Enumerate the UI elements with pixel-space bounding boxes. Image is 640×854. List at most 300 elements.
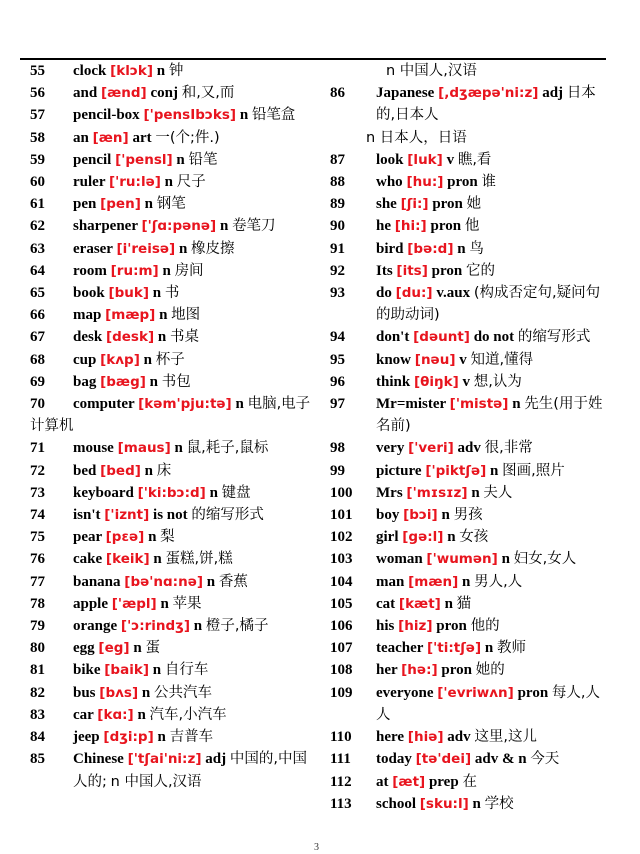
entry-word: orange bbox=[73, 618, 118, 635]
entry-part-of-speech: n bbox=[472, 795, 481, 812]
page-number: 3 bbox=[314, 842, 319, 853]
entry-part-of-speech: adj bbox=[542, 85, 564, 102]
entry-number: 59 bbox=[30, 151, 45, 168]
entry-part-of-speech: n bbox=[152, 662, 162, 679]
vocab-entry bbox=[30, 393, 320, 437]
entry-body bbox=[330, 482, 606, 504]
entry-part-of-speech: n bbox=[160, 595, 169, 612]
entry-part-of-speech: n bbox=[444, 595, 453, 612]
entry-part-of-speech: n bbox=[137, 706, 146, 723]
entry-phonetic: [ʃi:] bbox=[400, 196, 429, 213]
entry-part-of-speech: n bbox=[164, 174, 173, 191]
entry-number: 63 bbox=[30, 240, 45, 257]
entry-body bbox=[30, 193, 320, 215]
entry-number: 76 bbox=[30, 551, 45, 568]
entry-meaning: 中国的,中国人的; bbox=[73, 751, 307, 790]
entry-phonetic: [hə:] bbox=[401, 662, 438, 679]
vocab-entry bbox=[30, 704, 320, 726]
entry-part-of-speech: pron bbox=[431, 262, 463, 279]
entry-part-of-speech: n bbox=[441, 507, 450, 524]
entry-phonetic: ['pensl] bbox=[115, 151, 173, 168]
vocab-entry bbox=[30, 571, 320, 593]
entry-meaning: 一(个;件.) bbox=[155, 129, 220, 146]
entry-body bbox=[330, 637, 606, 659]
entry-number: 105 bbox=[330, 595, 353, 612]
vocab-entry bbox=[330, 437, 606, 459]
entry-word: teacher bbox=[376, 640, 424, 657]
entry-extra-meaning bbox=[330, 127, 606, 149]
vocab-entry bbox=[330, 748, 606, 770]
entry-number: 88 bbox=[330, 174, 345, 191]
entry-meaning: 男孩 bbox=[453, 507, 483, 524]
entry-meaning: 图画,照片 bbox=[502, 462, 565, 479]
entry-word: an bbox=[73, 129, 89, 146]
entry-meaning: 香蕉 bbox=[218, 573, 248, 590]
entry-part-of-speech: n bbox=[457, 240, 466, 257]
entry-meaning: 电脑,电子计算机 bbox=[30, 396, 311, 435]
entry-meaning: 想,认为 bbox=[473, 373, 522, 390]
entry-meaning: 鸟 bbox=[469, 240, 484, 257]
entry-meaning: 键盘 bbox=[221, 484, 251, 501]
entry-meaning: 他的 bbox=[470, 618, 500, 635]
entry-body bbox=[30, 282, 320, 304]
entry-word: pear bbox=[73, 529, 102, 546]
entry-body bbox=[30, 60, 320, 82]
vocab-entry bbox=[30, 615, 320, 637]
entry-meaning: 苹果 bbox=[172, 595, 202, 612]
vocab-entry bbox=[30, 726, 320, 748]
entry-part-of-speech: n bbox=[162, 262, 171, 279]
entry-phonetic: ['ʃɑ:pənə] bbox=[141, 218, 217, 235]
entry-part-of-speech: n bbox=[141, 684, 151, 701]
entry-part-of-speech: adv bbox=[447, 729, 471, 746]
vocab-entry bbox=[30, 637, 320, 659]
entry-body bbox=[30, 682, 320, 704]
entry-meaning: 知道,懂得 bbox=[470, 351, 534, 368]
entry-meaning: 夫人 bbox=[483, 484, 513, 501]
entry-body bbox=[330, 682, 606, 726]
entry-word: here bbox=[376, 729, 405, 746]
vocab-entry bbox=[30, 526, 320, 548]
entry-body bbox=[330, 215, 606, 237]
entry-word: she bbox=[376, 196, 397, 213]
entry-number: 69 bbox=[30, 373, 45, 390]
entry-word: bus bbox=[73, 684, 96, 701]
entry-body bbox=[30, 526, 320, 548]
entry-number: 108 bbox=[330, 662, 353, 679]
entry-meaning: 吉普车 bbox=[169, 729, 214, 746]
entry-phonetic: [bed] bbox=[100, 462, 141, 479]
entry-part-of-speech: n bbox=[239, 107, 249, 124]
entry-extra-inline: n 中国人,汉语 bbox=[110, 773, 202, 790]
entry-word: bird bbox=[376, 240, 404, 257]
entry-number: 80 bbox=[30, 640, 45, 657]
entry-meaning: 梨 bbox=[160, 529, 175, 546]
entry-number: 67 bbox=[30, 329, 45, 346]
entry-meaning: 她 bbox=[466, 196, 482, 213]
vocab-entry bbox=[30, 193, 320, 215]
entry-word: mouse bbox=[73, 440, 114, 457]
entry-meaning: 的缩写形式 bbox=[191, 507, 264, 524]
entry-number: 97 bbox=[330, 396, 345, 413]
entry-word: Japanese bbox=[376, 85, 435, 102]
entry-body bbox=[330, 282, 606, 326]
entry-body bbox=[330, 504, 606, 526]
entry-body bbox=[30, 659, 320, 681]
entry-word: computer bbox=[73, 396, 135, 413]
vocab-entry bbox=[330, 726, 606, 748]
entry-word: sharpener bbox=[73, 218, 138, 235]
vocab-entry bbox=[30, 282, 320, 304]
entry-meaning: 卷笔刀 bbox=[232, 218, 276, 235]
entry-number: 56 bbox=[30, 85, 45, 102]
entry-phonetic: [æt] bbox=[392, 773, 426, 790]
entry-part-of-speech: n bbox=[144, 196, 153, 213]
entry-word: bike bbox=[73, 662, 101, 679]
entry-phonetic: [,dʒæpə'ni:z] bbox=[438, 85, 539, 102]
entry-phonetic: [sku:l] bbox=[419, 795, 469, 812]
entry-word: don't bbox=[376, 329, 410, 346]
entry-number: 104 bbox=[330, 573, 353, 590]
vocab-entry bbox=[330, 504, 606, 526]
entry-number: 87 bbox=[330, 151, 345, 168]
entry-body bbox=[330, 593, 606, 615]
entry-meaning: 钢笔 bbox=[156, 196, 186, 213]
vocab-entry bbox=[30, 548, 320, 570]
entry-phonetic: [kæt] bbox=[398, 595, 441, 612]
entry-number: 102 bbox=[330, 529, 353, 546]
vocab-entry bbox=[330, 548, 606, 570]
vocab-entry bbox=[330, 215, 606, 237]
entry-phonetic: [dəunt] bbox=[413, 329, 470, 346]
entry-number: 112 bbox=[330, 773, 352, 790]
entry-number: 84 bbox=[30, 729, 45, 746]
entry-word: everyone bbox=[376, 684, 434, 701]
entry-number: 96 bbox=[330, 373, 345, 390]
entry-part-of-speech: n bbox=[490, 462, 499, 479]
entry-word: room bbox=[73, 262, 107, 279]
entry-number: 101 bbox=[330, 507, 353, 524]
vocab-entry bbox=[30, 104, 320, 126]
entry-part-of-speech: n bbox=[156, 63, 166, 79]
entry-meaning: 尺子 bbox=[176, 174, 206, 191]
entry-part-of-speech: n bbox=[144, 462, 154, 479]
entry-meaning: 床 bbox=[156, 462, 172, 479]
entry-part-of-speech: n bbox=[501, 551, 510, 568]
entry-word: cup bbox=[73, 351, 97, 368]
entry-extra-text: n 日本人，日语 bbox=[366, 129, 467, 146]
entry-phonetic: [bə:d] bbox=[407, 240, 454, 257]
entry-meaning: 教师 bbox=[496, 640, 526, 657]
entry-body bbox=[330, 571, 606, 593]
entry-meaning: 妇女,女人 bbox=[513, 551, 577, 568]
vocab-entry bbox=[330, 260, 606, 282]
entry-part-of-speech: pron bbox=[436, 618, 467, 635]
entry-part-of-speech: pron bbox=[430, 218, 462, 235]
vocab-entry bbox=[330, 349, 606, 371]
entry-meaning: 铅笔 bbox=[188, 151, 218, 168]
entry-number: 55 bbox=[30, 63, 45, 79]
entry-meaning: (构成否定句,疑问句的助动词) bbox=[376, 285, 601, 324]
vocab-entry bbox=[330, 193, 606, 215]
entry-part-of-speech: n bbox=[447, 529, 456, 546]
entry-phonetic: [hi:] bbox=[394, 218, 427, 235]
entry-number: 73 bbox=[30, 484, 45, 501]
entry-part-of-speech: n bbox=[206, 573, 216, 590]
entry-meaning: 房间 bbox=[174, 262, 204, 279]
entry-phonetic: ['æpl] bbox=[111, 595, 157, 612]
entry-number: 106 bbox=[330, 618, 353, 635]
entry-part-of-speech: art bbox=[132, 129, 152, 146]
vocab-entry bbox=[330, 615, 606, 637]
vocab-entry bbox=[330, 393, 606, 437]
entry-number: 61 bbox=[30, 196, 45, 213]
entry-part-of-speech: n bbox=[471, 484, 480, 501]
entry-part-of-speech: pron bbox=[441, 662, 472, 679]
entry-body bbox=[30, 82, 320, 104]
entry-number: 89 bbox=[330, 196, 345, 213]
vocab-entry bbox=[30, 149, 320, 171]
vocab-entry bbox=[30, 460, 320, 482]
vocab-entry bbox=[30, 260, 320, 282]
vocab-entry bbox=[30, 748, 320, 792]
entry-body bbox=[330, 326, 606, 348]
entry-word: who bbox=[376, 174, 403, 191]
entry-number: 64 bbox=[30, 262, 45, 279]
entry-phonetic: [klɔk] bbox=[110, 63, 154, 79]
entry-part-of-speech: is not bbox=[153, 507, 188, 524]
entry-phonetic: [bɔi] bbox=[403, 507, 438, 524]
entry-phonetic: ['ru:lə] bbox=[108, 174, 161, 191]
entry-number: 70 bbox=[30, 396, 45, 413]
entry-part-of-speech: n bbox=[149, 373, 159, 390]
entry-number: 82 bbox=[30, 684, 45, 701]
vocab-entry bbox=[330, 526, 606, 548]
entry-number: 95 bbox=[330, 351, 345, 368]
entry-meaning: 书包 bbox=[161, 373, 191, 390]
entry-number: 103 bbox=[330, 551, 353, 568]
entry-meaning: 她的 bbox=[475, 662, 505, 679]
vocab-entry bbox=[30, 127, 320, 149]
entry-body bbox=[30, 571, 320, 593]
entry-body bbox=[30, 593, 320, 615]
entry-phonetic: [keik] bbox=[105, 551, 150, 568]
entry-meaning: 的缩写形式 bbox=[517, 329, 591, 346]
entry-body bbox=[330, 726, 606, 748]
vocab-entry bbox=[330, 793, 606, 815]
vocab-entry bbox=[330, 82, 606, 126]
entry-meaning: 日本的,日本人 bbox=[376, 85, 596, 124]
entry-meaning: 谁 bbox=[481, 174, 496, 191]
entry-part-of-speech: n bbox=[157, 329, 167, 346]
entry-body bbox=[330, 349, 606, 371]
entry-body bbox=[330, 171, 606, 193]
entry-body bbox=[330, 82, 606, 126]
entry-phonetic: [baik] bbox=[104, 662, 149, 679]
entry-phonetic: [ru:m] bbox=[110, 262, 159, 279]
entry-phonetic: [hu:] bbox=[406, 174, 444, 191]
entry-part-of-speech: n bbox=[219, 218, 229, 235]
entry-word: isn't bbox=[73, 507, 101, 524]
entry-phonetic: ['evriwʌn] bbox=[437, 684, 514, 701]
vocab-entry bbox=[30, 659, 320, 681]
entry-phonetic: ['veri] bbox=[408, 440, 454, 457]
entry-body bbox=[30, 482, 320, 504]
vocab-entry bbox=[330, 682, 606, 726]
entry-number: 92 bbox=[330, 262, 345, 279]
entry-part-of-speech: n bbox=[143, 351, 152, 368]
entry-word: know bbox=[376, 351, 412, 368]
vocab-entry bbox=[330, 659, 606, 681]
entry-number: 60 bbox=[30, 174, 45, 191]
entry-phonetic: [nəu] bbox=[414, 351, 456, 368]
entry-word: man bbox=[376, 573, 405, 590]
vocab-entry bbox=[330, 326, 606, 348]
entry-part-of-speech: adv bbox=[457, 440, 481, 457]
entry-meaning: 这里,这儿 bbox=[474, 729, 537, 746]
entry-phonetic: [maus] bbox=[117, 440, 171, 457]
entry-word: cake bbox=[73, 551, 103, 568]
entry-body bbox=[30, 704, 320, 726]
vocab-entry bbox=[30, 215, 320, 237]
entry-phonetic: [tə'dei] bbox=[415, 751, 472, 768]
entry-body bbox=[30, 637, 320, 659]
entry-phonetic: ['mɪsɪz] bbox=[406, 484, 468, 501]
entry-word: Chinese bbox=[73, 751, 124, 768]
entry-word: book bbox=[73, 285, 105, 302]
entry-word: banana bbox=[73, 573, 121, 590]
entry-body bbox=[30, 104, 320, 126]
entry-number: 100 bbox=[330, 484, 353, 501]
entry-phonetic: ['wumən] bbox=[426, 551, 498, 568]
entry-part-of-speech: n bbox=[209, 484, 218, 501]
entry-body bbox=[330, 193, 606, 215]
entry-word: look bbox=[376, 151, 404, 168]
entry-body bbox=[30, 171, 320, 193]
entry-part-of-speech: n bbox=[235, 396, 244, 413]
continued-line: n 中国人,汉语 bbox=[386, 63, 477, 79]
entry-part-of-speech: pron bbox=[517, 684, 549, 701]
entry-body bbox=[330, 659, 606, 681]
entry-phonetic: [hiə] bbox=[407, 729, 444, 746]
entry-phonetic: [kɑ:] bbox=[97, 706, 134, 723]
vocab-entry bbox=[330, 171, 606, 193]
entry-meaning: 很,非常 bbox=[484, 440, 533, 457]
entry-number: 78 bbox=[30, 595, 45, 612]
entry-phonetic: [θiŋk] bbox=[413, 373, 459, 390]
entry-phonetic: [kəm'pju:tə] bbox=[138, 396, 232, 413]
entry-phonetic: [buk] bbox=[108, 285, 150, 302]
entry-part-of-speech: do not bbox=[473, 329, 515, 346]
entry-meaning: 钟 bbox=[168, 63, 184, 79]
entry-number: 62 bbox=[30, 218, 45, 235]
entry-body bbox=[330, 615, 606, 637]
entry-meaning: 自行车 bbox=[164, 662, 209, 679]
entry-word: and bbox=[73, 85, 98, 102]
entry-word: picture bbox=[376, 462, 422, 479]
entry-body bbox=[30, 326, 320, 348]
entry-word: very bbox=[376, 440, 405, 457]
entry-phonetic: [pen] bbox=[100, 196, 141, 213]
entry-word: cat bbox=[376, 595, 396, 612]
entry-meaning: 蛋 bbox=[145, 640, 160, 657]
entry-phonetic: [bʌs] bbox=[99, 684, 139, 701]
entry-phonetic: ['iznt] bbox=[104, 507, 150, 524]
entry-body bbox=[30, 393, 320, 437]
entry-phonetic: [gə:l] bbox=[402, 529, 444, 546]
entry-part-of-speech: n bbox=[153, 551, 162, 568]
entry-phonetic: [pɛə] bbox=[105, 529, 145, 546]
entry-word: egg bbox=[73, 640, 95, 657]
entry-body bbox=[330, 771, 606, 793]
entry-meaning: 公共汽车 bbox=[153, 684, 212, 701]
entry-meaning: 每人,人人 bbox=[376, 684, 601, 723]
vocab-entry bbox=[30, 238, 320, 260]
entry-number: 68 bbox=[30, 351, 45, 368]
entry-word: girl bbox=[376, 529, 399, 546]
entry-number: 86 bbox=[330, 85, 345, 102]
vocab-entry bbox=[330, 371, 606, 393]
entry-phonetic: ['ki:bɔ:d] bbox=[137, 484, 206, 501]
entry-number: 110 bbox=[330, 729, 352, 746]
entry-body bbox=[30, 615, 320, 637]
entry-part-of-speech: prep bbox=[428, 773, 459, 790]
entry-body bbox=[30, 215, 320, 237]
entry-body bbox=[330, 260, 606, 282]
entry-part-of-speech: v bbox=[459, 351, 467, 368]
entry-phonetic: [its] bbox=[396, 262, 428, 279]
entry-meaning: 猫 bbox=[456, 595, 472, 612]
vocab-entry bbox=[330, 571, 606, 593]
vocab-entry bbox=[30, 437, 320, 459]
entry-meaning: 橡皮擦 bbox=[191, 240, 235, 257]
vocab-entry bbox=[330, 593, 606, 615]
entry-word: today bbox=[376, 751, 412, 768]
entry-number: 72 bbox=[30, 462, 45, 479]
entry-word: boy bbox=[376, 507, 400, 524]
entry-meaning: 铅笔盒 bbox=[251, 107, 296, 124]
entry-number: 75 bbox=[30, 529, 45, 546]
entry-phonetic: [mæp] bbox=[105, 307, 156, 324]
entry-meaning: 杯子 bbox=[155, 351, 185, 368]
entry-phonetic: ['ti:tʃə] bbox=[426, 640, 482, 657]
entry-meaning: 和,又,而 bbox=[181, 85, 235, 102]
vocab-entry bbox=[30, 304, 320, 326]
entry-number: 113 bbox=[330, 795, 352, 812]
vocab-entry bbox=[30, 682, 320, 704]
entry-number: 93 bbox=[330, 285, 345, 302]
entry-phonetic: ['mistə] bbox=[449, 396, 509, 413]
entry-body bbox=[30, 726, 320, 748]
entry-word: pen bbox=[73, 196, 97, 213]
entry-part-of-speech: n bbox=[176, 151, 185, 168]
vocab-entry bbox=[30, 60, 320, 82]
entry-number: 79 bbox=[30, 618, 45, 635]
entry-part-of-speech: n bbox=[174, 440, 183, 457]
entry-meaning: 地图 bbox=[171, 307, 201, 324]
entry-body bbox=[30, 304, 320, 326]
entry-body bbox=[30, 548, 320, 570]
entry-part-of-speech: n bbox=[159, 307, 168, 324]
entry-number: 57 bbox=[30, 107, 45, 124]
vocab-entry bbox=[30, 82, 320, 104]
entry-body bbox=[30, 504, 320, 526]
entry-meaning: 蛋糕,饼,糕 bbox=[165, 551, 233, 568]
vocab-entry bbox=[30, 504, 320, 526]
vocab-entry bbox=[330, 149, 606, 171]
entry-meaning: 鼠,耗子,鼠标 bbox=[186, 440, 269, 457]
entry-word: Mr=mister bbox=[376, 396, 446, 413]
